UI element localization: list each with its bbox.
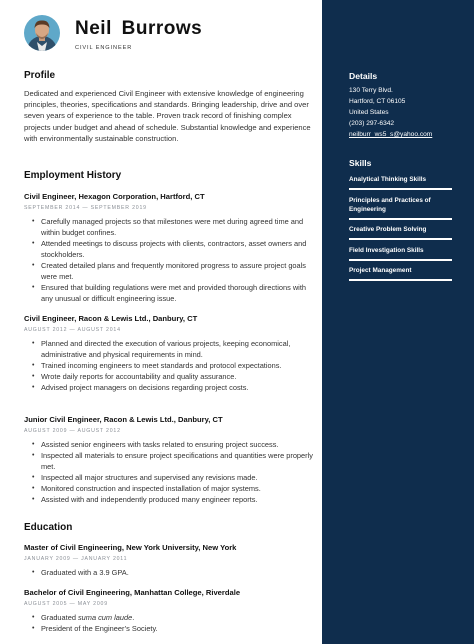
skill-level-bar	[349, 279, 452, 281]
degree-title: Master of Civil Engineering, New York University, New York	[24, 543, 237, 552]
education-entry	[24, 588, 314, 634]
education-heading: Education	[24, 522, 73, 533]
job-bullets	[24, 338, 314, 393]
details-heading: Details	[349, 71, 378, 81]
degree-dates: JANUARY 2009 — JANUARY 2011	[24, 556, 128, 562]
address-line-1: 130 Terry Blvd.	[349, 87, 393, 94]
bullet-item: • Planned and directed the execution of various projects, keeping economical, administrative and physical requirements in mind.	[24, 338, 314, 360]
skills-heading: Skills	[349, 158, 372, 168]
bullet-item: • Ensured that building regulations were met and provided thorough directions with any unusual or difficult engineering issue.	[24, 282, 314, 304]
profile-heading: Profile	[24, 70, 56, 81]
job-title: Civil Engineer, Racon & Lewis Ltd., Danbury, CT	[24, 314, 198, 323]
bullet-item	[24, 612, 314, 623]
email-link[interactable]: neilburr_ws5_s@yahoo.com	[349, 131, 433, 138]
bullet-item: • Created detailed plans and frequently monitored progress to assure project goals were met.	[24, 260, 314, 282]
skill-item: Field Investigation Skills	[349, 247, 424, 254]
bullet-item: • Trained incoming engineers to meet standards and protocol expectations.	[24, 360, 314, 371]
bullet-italic-text: suma cum laude	[77, 613, 133, 622]
sidebar	[322, 0, 474, 644]
bullet-item: • Inspected all major structures and supervised any revisions made.	[24, 472, 314, 483]
job-title: Junior Civil Engineer, Racon & Lewis Ltd., Danbury, CT	[24, 415, 223, 424]
job-dates: AUGUST 2012 — AUGUST 2014	[24, 327, 121, 333]
skill-level-bar	[349, 188, 452, 190]
degree-dates: AUGUST 2005 — MAY 2009	[24, 601, 108, 607]
job-bullets	[24, 439, 314, 505]
resume-header	[24, 15, 202, 51]
address-country: United States	[349, 109, 389, 116]
person-photo-icon	[24, 15, 60, 51]
bullet-item: • Graduated with a 3.9 GPA.	[24, 567, 314, 578]
degree-bullets	[24, 612, 314, 634]
skill-item: Analytical Thinking Skills	[349, 176, 427, 183]
skill-item: Project Management	[349, 267, 412, 274]
bullet-text: .	[132, 613, 135, 622]
bullet-item: • Assisted with and independently produced many engineer reports.	[24, 494, 314, 505]
bullet-item: • Assisted senior engineers with tasks related to ensuring project success.	[24, 439, 314, 450]
degree-bullets	[24, 567, 314, 578]
skill-level-bar	[349, 259, 452, 261]
bullet-item: • Wrote daily reports for accountability and quality assurance.	[24, 371, 314, 382]
bullet-item: • Carefully managed projects so that milestones were met during agreed time and within budget confines.	[24, 216, 314, 238]
job-title: Civil Engineer, Hexagon Corporation, Hartford, CT	[24, 192, 205, 201]
skill-level-bar	[349, 218, 452, 220]
bullet-text: Graduated	[41, 613, 78, 622]
job-entry	[24, 415, 314, 505]
candidate-job-title: CIVIL ENGINEER	[75, 45, 133, 51]
bullet-item: • President of the Engineer’s Society.	[24, 623, 314, 634]
candidate-name: Neil Burrows	[75, 18, 203, 39]
bullet-item: • Monitored construction and inspected installation of major systems.	[24, 483, 314, 494]
bullet-item: • Advised project managers on decisions regarding project costs.	[24, 382, 314, 393]
job-entry	[24, 192, 314, 304]
job-entry	[24, 314, 314, 393]
phone-number: (203) 297-6342	[349, 120, 395, 127]
job-dates: SEPTEMBER 2014 — SEPTEMBER 2019	[24, 205, 147, 211]
profile-text: Dedicated and experienced Civil Engineer with extensive knowledge of engineering principles, theories, specifications and standards. Bringing leadership, drive and over seven years of experience to the table. Proven track record of finishing complex projects under budget and ahead of schedule. Substantial knowledge and experience with environmentally sustainable construction.	[24, 89, 311, 143]
job-bullets	[24, 216, 314, 304]
skill-item: Principles and Practices of Engineering	[349, 197, 431, 213]
degree-title: Bachelor of Civil Engineering, Manhattan College, Riverdale	[24, 588, 241, 597]
bullet-item: • Inspected all materials to ensure project specifications and quantities were properly met.	[24, 450, 314, 472]
employment-heading: Employment History	[24, 170, 122, 181]
bullet-item: • Attended meetings to discuss projects with clients, contractors, asset owners and stockholders.	[24, 238, 314, 260]
skill-level-bar	[349, 238, 452, 240]
education-entry	[24, 543, 314, 578]
skill-item: Creative Problem Solving	[349, 226, 427, 233]
address-line-2: Hartford, CT 06105	[349, 98, 406, 105]
job-dates: AUGUST 2009 — AUGUST 2012	[24, 428, 121, 434]
